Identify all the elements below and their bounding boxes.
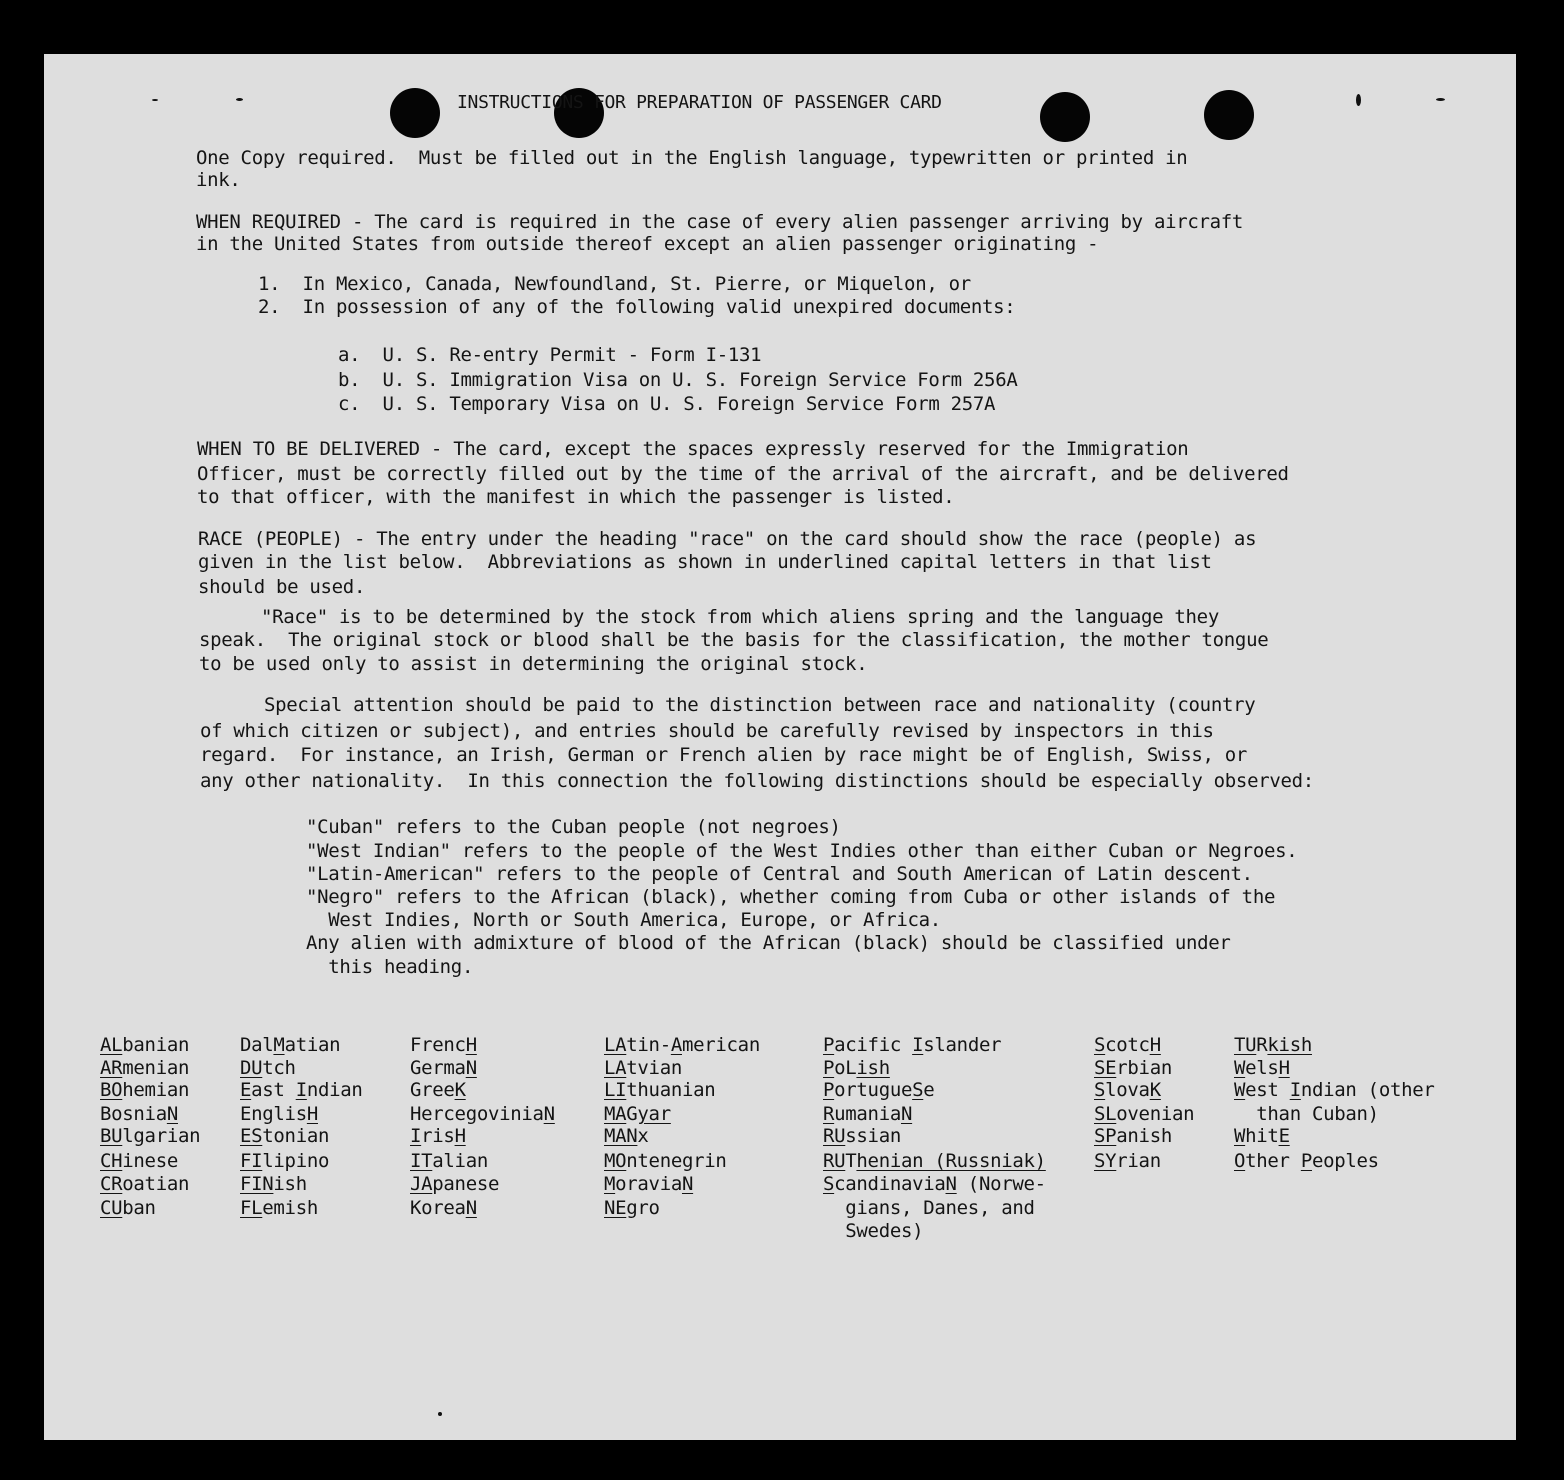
race-abbreviation: W	[1234, 1057, 1246, 1079]
when-required-line: in the United States from outside thereof except an alien passenger originating -	[196, 233, 1099, 255]
special-attention-line: Special attention should be paid to the distinction between race and nationality (country	[264, 694, 1256, 716]
distinction-line: West Indies, North or South America, Europe, or Africa.	[306, 909, 941, 931]
race-people-line: given in the list below. Abbreviations as shown in underlined capital letters in that list	[198, 551, 1212, 573]
race-entry	[1094, 1150, 1161, 1172]
race-text: ris	[421, 1125, 455, 1147]
race-abbreviation: BO	[100, 1079, 123, 1101]
distinction-line: "Negro" refers to the African (black), whether coming from Cuba or other islands of the	[306, 886, 1276, 908]
race-abbreviation: LA	[604, 1034, 627, 1056]
race-text: tin-	[626, 1034, 671, 1056]
race-text: lova	[1105, 1079, 1150, 1101]
document-item: a. U. S. Re-entry Permit - Form I-131	[338, 344, 762, 366]
when-required-line: WHEN REQUIRED - The card is required in the case of every alien passenger arriving by aircraft	[196, 211, 1244, 233]
intro-line: One Copy required. Must be filled out in the English language, typewritten or printed in	[196, 147, 1188, 169]
when-delivered-line: Officer, must be correctly filled out by the time of the arrival of the aircraft, and be delivered	[197, 463, 1289, 485]
race-text: ntenegrin	[626, 1150, 727, 1172]
race-abbreviation: I	[295, 1079, 307, 1101]
race-abbreviation: M	[604, 1173, 616, 1195]
race-entry	[823, 1103, 912, 1125]
race-text: oravia	[615, 1173, 682, 1195]
race-people-line: RACE (PEOPLE) - The entry under the heading "race" on the card should show the race (people) as	[198, 528, 1257, 550]
race-entry	[604, 1057, 682, 1079]
race-text: e	[923, 1079, 935, 1101]
race-abbreviation: RU	[823, 1125, 846, 1147]
race-entry	[823, 1034, 1001, 1056]
race-text: (Norwe-	[956, 1173, 1046, 1195]
race-abbreviation: P	[823, 1057, 835, 1079]
race-abbreviation: N	[465, 1197, 477, 1219]
race-text: slander	[923, 1034, 1002, 1056]
race-text: inese	[122, 1150, 178, 1172]
document-item: b. U. S. Immigration Visa on U. S. Foreign Service Form 256A	[338, 369, 1018, 391]
race-text: cotc	[1105, 1034, 1150, 1056]
when-delivered-line: WHEN TO BE DELIVERED - The card, except the spaces expressly reserved for the Immigration	[197, 438, 1189, 460]
race-entry	[410, 1173, 499, 1195]
race-abbreviation: LA	[604, 1057, 627, 1079]
race-abbreviation: yar	[637, 1103, 671, 1125]
distinction-line: "West Indian" refers to the people of the West Indies other than either Cuban or Negroes.	[306, 840, 1298, 862]
race-text: G	[626, 1103, 638, 1125]
distinction-line: Any alien with admixture of blood of the African (black) should be classified under	[306, 932, 1231, 954]
race-text: ortugue	[834, 1079, 913, 1101]
race-text: than Cuban)	[1234, 1103, 1379, 1125]
page-title: INSTRUCTIONS FOR PREPARATION OF PASSENGER CARD	[457, 92, 942, 113]
race-text: banian	[122, 1034, 190, 1056]
when-delivered-line: to that officer, with the manifest in which the passenger is listed.	[197, 486, 955, 508]
race-entry	[410, 1103, 555, 1125]
special-attention-line: any other nationality. In this connection the following distinctions should be especially observed:	[200, 770, 1314, 792]
race-entry	[604, 1173, 693, 1195]
race-text: ther	[1245, 1150, 1301, 1172]
race-entry	[823, 1173, 1046, 1195]
race-text: anish	[1116, 1125, 1172, 1147]
race-entry	[1234, 1103, 1379, 1125]
race-abbreviation: AL	[100, 1034, 123, 1056]
race-abbreviation: SL	[1094, 1103, 1117, 1125]
race-text: ish	[273, 1173, 307, 1195]
race-abbreviation: CR	[100, 1173, 123, 1195]
special-attention-line: of which citizen or subject), and entries should be carefully revised by inspectors in this	[200, 720, 1214, 742]
race-text: els	[1245, 1057, 1279, 1079]
race-entry	[410, 1034, 477, 1056]
race-abbreviation: FI	[240, 1150, 263, 1172]
race-entry	[1094, 1079, 1161, 1101]
race-abbreviation: SY	[1094, 1150, 1117, 1172]
race-entry	[823, 1220, 923, 1242]
race-text: ast	[251, 1079, 296, 1101]
race-text: gro	[626, 1197, 660, 1219]
race-entry	[240, 1125, 329, 1147]
race-entry	[823, 1079, 934, 1101]
race-text: rian	[1116, 1150, 1161, 1172]
origin-item: 2. In possession of any of the following valid unexpired documents:	[258, 296, 1016, 318]
race-entry	[604, 1197, 660, 1219]
race-abbreviation: SE	[1094, 1057, 1117, 1079]
race-abbreviation: CH	[100, 1150, 123, 1172]
race-text: Hercegovinia	[410, 1103, 544, 1125]
distinction-line: "Latin-American" refers to the people of Central and South American of Latin descent.	[306, 863, 1253, 885]
race-entry	[240, 1197, 318, 1219]
race-text: R	[1256, 1034, 1268, 1056]
race-entry	[100, 1079, 189, 1101]
race-entry	[100, 1057, 189, 1079]
race-text: Korea	[410, 1197, 466, 1219]
race-abbreviation: S	[912, 1079, 924, 1101]
race-entry	[100, 1103, 178, 1125]
race-abbreviation: P	[823, 1034, 835, 1056]
race-defined-line: to be used only to assist in determining the original stock.	[199, 653, 868, 675]
race-entry	[410, 1079, 466, 1101]
race-entry	[823, 1197, 1035, 1219]
race-abbreviation: W	[1234, 1079, 1246, 1101]
punch-hole	[1040, 92, 1090, 142]
race-abbreviation: ish	[856, 1057, 890, 1079]
race-entry	[100, 1034, 189, 1056]
race-text: est	[1245, 1079, 1290, 1101]
race-entry	[1094, 1034, 1161, 1056]
race-abbreviation: W	[1234, 1125, 1246, 1147]
origin-item: 1. In Mexico, Canada, Newfoundland, St. Pierre, or Miquelon, or	[258, 273, 971, 295]
special-attention-line: regard. For instance, an Irish, German or French alien by race might be of English, Swiss, or	[200, 744, 1248, 766]
scan-speck	[152, 99, 158, 101]
race-entry	[1094, 1103, 1194, 1125]
race-text: lgarian	[122, 1125, 201, 1147]
race-text: alian	[432, 1150, 488, 1172]
race-text: lipino	[262, 1150, 330, 1172]
race-text: hit	[1245, 1125, 1279, 1147]
race-abbreviation: P	[823, 1079, 835, 1101]
race-abbreviation: H	[1149, 1034, 1161, 1056]
race-entry	[100, 1150, 178, 1172]
race-abbreviation: ES	[240, 1125, 263, 1147]
race-abbreviation: JA	[410, 1173, 433, 1195]
race-abbreviation: R	[823, 1103, 835, 1125]
race-abbreviation: H	[1278, 1057, 1290, 1079]
race-abbreviation: NE	[604, 1197, 627, 1219]
race-abbreviation: MA	[604, 1103, 627, 1125]
race-abbreviation: S	[1094, 1079, 1106, 1101]
race-entry	[604, 1034, 760, 1056]
race-text: emish	[262, 1197, 318, 1219]
race-abbreviation: E	[1278, 1125, 1290, 1147]
race-entry	[240, 1057, 296, 1079]
race-text: ndian (other	[1300, 1079, 1435, 1101]
race-abbreviation: H	[454, 1125, 466, 1147]
race-entry	[1234, 1057, 1290, 1079]
race-defined-line: speak. The original stock or blood shall be the basis for the classification, the mother tongue	[199, 629, 1269, 651]
race-text: Germa	[410, 1057, 466, 1079]
race-text: rbian	[1116, 1057, 1172, 1079]
race-text: gians, Danes, and	[823, 1197, 1035, 1219]
race-text: eoples	[1311, 1150, 1379, 1172]
race-people-line: should be used.	[198, 576, 366, 598]
race-text: ndian	[306, 1079, 363, 1101]
race-entry	[604, 1125, 649, 1147]
race-entry	[240, 1150, 329, 1172]
race-entry	[410, 1150, 488, 1172]
race-entry	[240, 1079, 363, 1101]
scan-speck	[1436, 98, 1445, 101]
race-abbreviation: RU	[823, 1150, 846, 1172]
race-text: tvian	[626, 1057, 682, 1079]
race-abbreviation: P	[1300, 1150, 1312, 1172]
race-entry	[1234, 1079, 1435, 1101]
race-text: Gree	[410, 1079, 455, 1101]
document-item: c. U. S. Temporary Visa on U. S. Foreign Service Form 257A	[338, 393, 996, 415]
race-abbreviation: N	[465, 1057, 477, 1079]
race-abbreviation: LI	[604, 1079, 627, 1101]
race-abbreviation: H	[465, 1034, 477, 1056]
punch-hole	[390, 88, 440, 138]
race-text: tonian	[262, 1125, 330, 1147]
race-text: ovenian	[1116, 1103, 1195, 1125]
scan-speck	[236, 98, 243, 101]
race-abbreviation: H	[306, 1103, 318, 1125]
race-entry	[240, 1173, 307, 1195]
punch-hole	[1204, 90, 1254, 140]
race-entry	[240, 1034, 340, 1056]
race-text: umania	[834, 1103, 901, 1125]
race-abbreviation: E	[240, 1079, 252, 1101]
race-text: Swedes)	[823, 1220, 924, 1242]
race-text: ssian	[845, 1125, 901, 1147]
race-entry	[823, 1150, 1046, 1172]
race-abbreviation: DU	[240, 1057, 263, 1079]
race-text: Dal	[240, 1034, 274, 1056]
race-abbreviation: A	[670, 1034, 682, 1056]
race-abbreviation: N	[166, 1103, 178, 1125]
race-abbreviation: MAN	[604, 1125, 638, 1147]
race-text: oL	[834, 1057, 857, 1079]
race-abbreviation: SP	[1094, 1125, 1117, 1147]
race-abbreviation: FL	[240, 1197, 263, 1219]
race-abbreviation: AR	[100, 1057, 123, 1079]
race-text: menian	[122, 1057, 190, 1079]
race-text: thuanian	[626, 1079, 716, 1101]
race-abbreviation: I	[912, 1034, 924, 1056]
document-page	[44, 54, 1516, 1440]
race-text: candinavia	[834, 1173, 946, 1195]
race-text: tch	[262, 1057, 296, 1079]
race-abbreviation: IT	[410, 1150, 433, 1172]
race-abbreviation: K	[454, 1079, 466, 1101]
race-entry	[410, 1125, 466, 1147]
race-abbreviation: N	[945, 1173, 957, 1195]
race-abbreviation: M	[273, 1034, 285, 1056]
race-abbreviation: S	[823, 1173, 835, 1195]
race-abbreviation: N	[681, 1173, 694, 1195]
distinction-line: this heading.	[306, 956, 474, 978]
race-abbreviation: K	[1149, 1079, 1161, 1101]
race-entry	[1234, 1150, 1379, 1172]
race-defined-line: "Race" is to be determined by the stock from which aliens spring and the language they	[261, 606, 1219, 628]
race-text: ban	[122, 1197, 156, 1219]
race-entry	[1234, 1034, 1312, 1056]
race-entry	[604, 1150, 727, 1172]
intro-line: ink.	[196, 169, 241, 191]
race-text: atian	[284, 1034, 341, 1056]
distinction-line: "Cuban" refers to the Cuban people (not negroes)	[306, 816, 841, 838]
race-text: T	[845, 1150, 857, 1172]
race-abbreviation: S	[1094, 1034, 1106, 1056]
race-entry	[1094, 1057, 1172, 1079]
race-text: panese	[432, 1173, 500, 1195]
race-entry	[823, 1125, 901, 1147]
race-entry	[410, 1197, 477, 1219]
race-abbreviation: BU	[100, 1125, 123, 1147]
race-abbreviation: kish	[1267, 1034, 1312, 1056]
race-entry	[823, 1057, 890, 1079]
race-entry	[410, 1057, 477, 1079]
race-text: Bosnia	[100, 1103, 167, 1125]
race-abbreviation: TU	[1234, 1034, 1257, 1056]
race-text: Englis	[240, 1103, 307, 1125]
race-entry	[240, 1103, 318, 1125]
scan-speck	[1356, 94, 1361, 106]
race-abbreviation: I	[410, 1125, 422, 1147]
race-text: Frenc	[410, 1034, 466, 1056]
race-entry	[100, 1125, 200, 1147]
race-entry	[100, 1173, 189, 1195]
race-entry	[100, 1197, 156, 1219]
race-text: oatian	[122, 1173, 190, 1195]
race-abbreviation: CU	[100, 1197, 123, 1219]
race-abbreviation: henian (Russniak)	[856, 1150, 1046, 1172]
race-abbreviation: I	[1289, 1079, 1301, 1101]
race-abbreviation: N	[900, 1103, 913, 1125]
race-text: merican	[681, 1034, 760, 1056]
race-abbreviation: O	[1234, 1150, 1246, 1172]
race-entry	[1094, 1125, 1172, 1147]
race-entry	[604, 1103, 671, 1125]
race-entry	[604, 1079, 715, 1101]
race-entry	[1234, 1125, 1290, 1147]
race-abbreviation: MO	[604, 1150, 627, 1172]
race-text: acific	[834, 1034, 913, 1056]
scan-speck	[438, 1412, 442, 1416]
race-text: hemian	[122, 1079, 190, 1101]
race-text: x	[637, 1125, 649, 1147]
race-abbreviation: FIN	[240, 1173, 274, 1195]
race-abbreviation: N	[543, 1103, 555, 1125]
